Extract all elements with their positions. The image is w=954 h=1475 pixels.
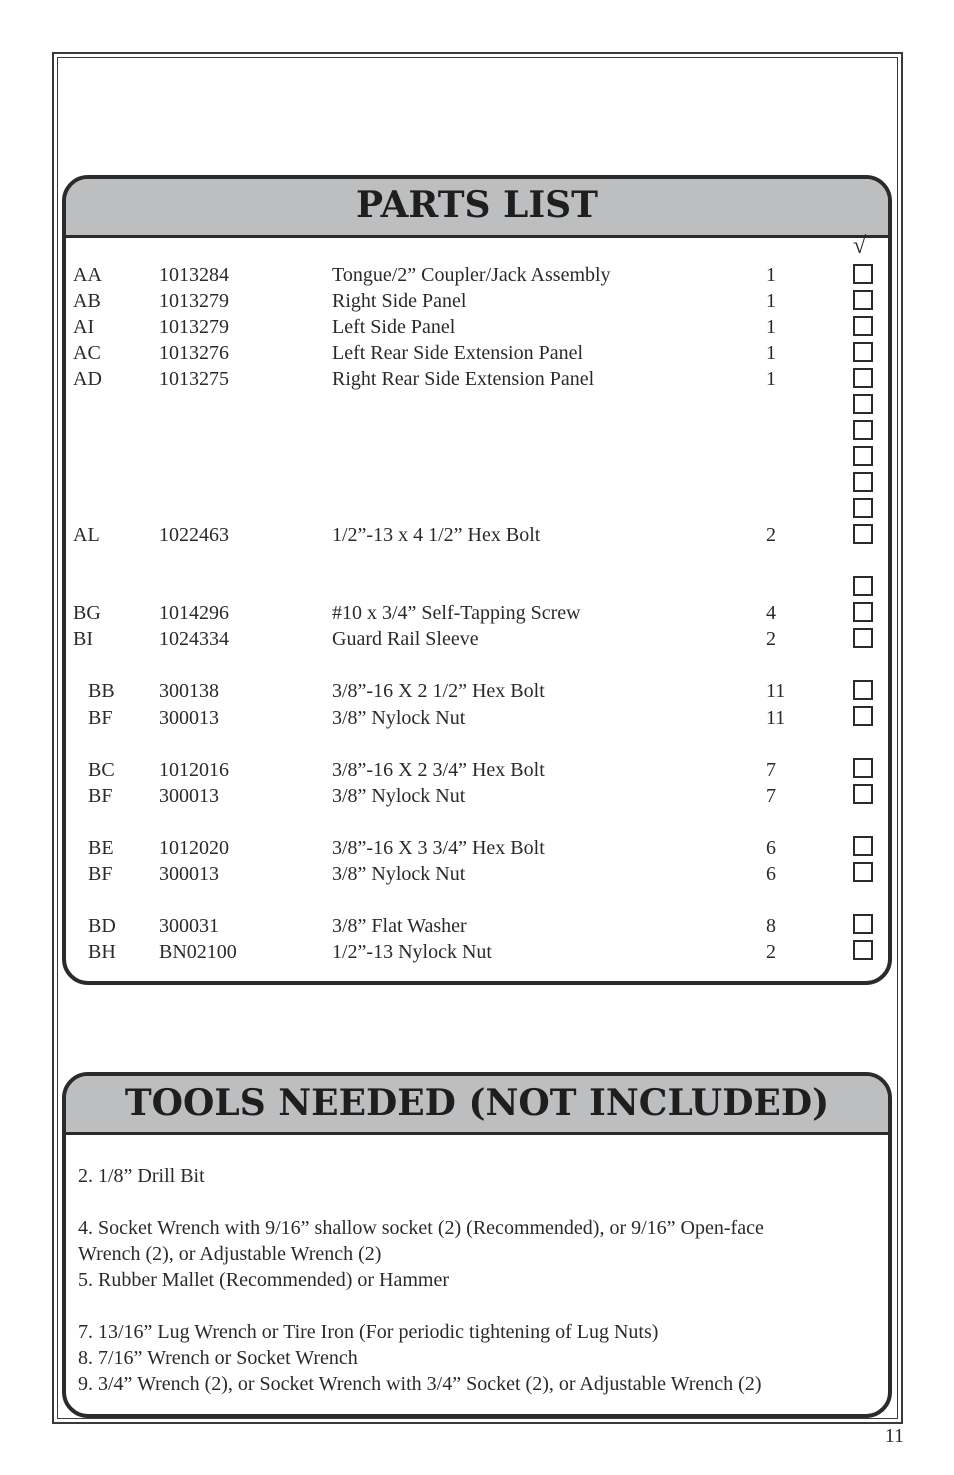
- part-description: 3/8” Nylock Nut: [332, 785, 466, 807]
- part-code: BB: [88, 680, 115, 702]
- part-number: 1013275: [159, 368, 229, 390]
- checkbox[interactable]: [853, 524, 873, 544]
- checkbox[interactable]: [853, 368, 873, 388]
- part-description: Right Rear Side Extension Panel: [332, 368, 595, 390]
- part-quantity: 2: [766, 628, 776, 650]
- part-description: Tongue/2” Coupler/Jack Assembly: [332, 264, 611, 286]
- part-quantity: 11: [766, 680, 786, 702]
- checkbox[interactable]: [853, 706, 873, 726]
- part-quantity: 4: [766, 602, 776, 624]
- part-code: BG: [73, 602, 101, 624]
- part-description: 3/8” Nylock Nut: [332, 863, 466, 885]
- part-number: 1013279: [159, 290, 229, 312]
- check-mark-header: √: [853, 233, 867, 259]
- part-code: BF: [88, 863, 113, 885]
- part-description: 3/8”-16 X 3 3/4” Hex Bolt: [332, 837, 545, 859]
- part-code: BI: [73, 628, 93, 650]
- part-code: AC: [73, 342, 101, 364]
- part-quantity: 11: [766, 707, 786, 729]
- part-description: 3/8” Nylock Nut: [332, 707, 466, 729]
- checkbox[interactable]: [853, 784, 873, 804]
- part-description: Right Side Panel: [332, 290, 467, 312]
- checkbox[interactable]: [853, 420, 873, 440]
- checkbox[interactable]: [853, 758, 873, 778]
- part-description: 1/2”-13 x 4 1/2” Hex Bolt: [332, 524, 541, 546]
- part-number: 1013279: [159, 316, 229, 338]
- checkbox[interactable]: [853, 290, 873, 310]
- tool-item: 8. 7/16” Wrench or Socket Wrench: [78, 1347, 358, 1369]
- part-code: BC: [88, 759, 115, 781]
- part-code: AL: [73, 524, 100, 546]
- part-code: BH: [88, 941, 116, 963]
- part-number: 1012020: [159, 837, 229, 859]
- part-code: AI: [73, 316, 95, 338]
- part-number: BN02100: [159, 941, 237, 963]
- checkbox[interactable]: [853, 394, 873, 414]
- tool-item: 7. 13/16” Lug Wrench or Tire Iron (For periodic tightening of Lug Nuts): [78, 1321, 659, 1343]
- part-quantity: 2: [766, 941, 776, 963]
- part-number: 1014296: [159, 602, 229, 624]
- part-code: BE: [88, 837, 114, 859]
- part-quantity: 2: [766, 524, 776, 546]
- part-number: 300013: [159, 785, 219, 807]
- part-quantity: 1: [766, 290, 776, 312]
- part-number: 300013: [159, 707, 219, 729]
- checkbox[interactable]: [853, 498, 873, 518]
- parts-list-title: PARTS LIST: [66, 179, 888, 238]
- part-code: BF: [88, 785, 113, 807]
- tools-needed-title: TOOLS NEEDED (NOT INCLUDED): [66, 1076, 888, 1135]
- checkbox[interactable]: [853, 940, 873, 960]
- part-code: BF: [88, 707, 113, 729]
- part-quantity: 8: [766, 915, 776, 937]
- part-description: 1/2”-13 Nylock Nut: [332, 941, 492, 963]
- part-quantity: 7: [766, 759, 776, 781]
- checkbox[interactable]: [853, 862, 873, 882]
- part-code: AB: [73, 290, 101, 312]
- page-number: 11: [884, 1425, 904, 1447]
- part-quantity: 6: [766, 863, 776, 885]
- part-quantity: 6: [766, 837, 776, 859]
- part-quantity: 1: [766, 368, 776, 390]
- checkbox[interactable]: [853, 446, 873, 466]
- part-description: 3/8” Flat Washer: [332, 915, 467, 937]
- part-code: AA: [73, 264, 102, 286]
- part-number: 300031: [159, 915, 219, 937]
- part-number: 1024334: [159, 628, 229, 650]
- part-number: 1022463: [159, 524, 229, 546]
- part-code: AD: [73, 368, 102, 390]
- part-number: 1012016: [159, 759, 229, 781]
- checkbox[interactable]: [853, 264, 873, 284]
- checkbox[interactable]: [853, 316, 873, 336]
- part-quantity: 7: [766, 785, 776, 807]
- checkbox[interactable]: [853, 628, 873, 648]
- checkbox[interactable]: [853, 342, 873, 362]
- tool-item: 9. 3/4” Wrench (2), or Socket Wrench with 3/4” Socket (2), or Adjustable Wrench (2): [78, 1373, 762, 1395]
- part-description: Left Rear Side Extension Panel: [332, 342, 584, 364]
- part-description: #10 x 3/4” Self-Tapping Screw: [332, 602, 581, 624]
- tool-item: 2. 1/8” Drill Bit: [78, 1165, 205, 1187]
- part-number: 1013284: [159, 264, 229, 286]
- part-description: 3/8”-16 X 2 1/2” Hex Bolt: [332, 680, 545, 702]
- part-code: BD: [88, 915, 116, 937]
- tool-item: 5. Rubber Mallet (Recommended) or Hammer: [78, 1269, 449, 1291]
- tool-item: Wrench (2), or Adjustable Wrench (2): [78, 1243, 382, 1265]
- checkbox[interactable]: [853, 602, 873, 622]
- part-description: Left Side Panel: [332, 316, 456, 338]
- part-quantity: 1: [766, 316, 776, 338]
- part-number: 300013: [159, 863, 219, 885]
- part-quantity: 1: [766, 264, 776, 286]
- checkbox[interactable]: [853, 576, 873, 596]
- part-quantity: 1: [766, 342, 776, 364]
- checkbox[interactable]: [853, 914, 873, 934]
- checkbox[interactable]: [853, 472, 873, 492]
- checkbox[interactable]: [853, 836, 873, 856]
- part-number: 1013276: [159, 342, 229, 364]
- part-description: 3/8”-16 X 2 3/4” Hex Bolt: [332, 759, 545, 781]
- part-description: Guard Rail Sleeve: [332, 628, 479, 650]
- checkbox[interactable]: [853, 680, 873, 700]
- tool-item: 4. Socket Wrench with 9/16” shallow socket (2) (Recommended), or 9/16” Open-face: [78, 1217, 764, 1239]
- part-number: 300138: [159, 680, 219, 702]
